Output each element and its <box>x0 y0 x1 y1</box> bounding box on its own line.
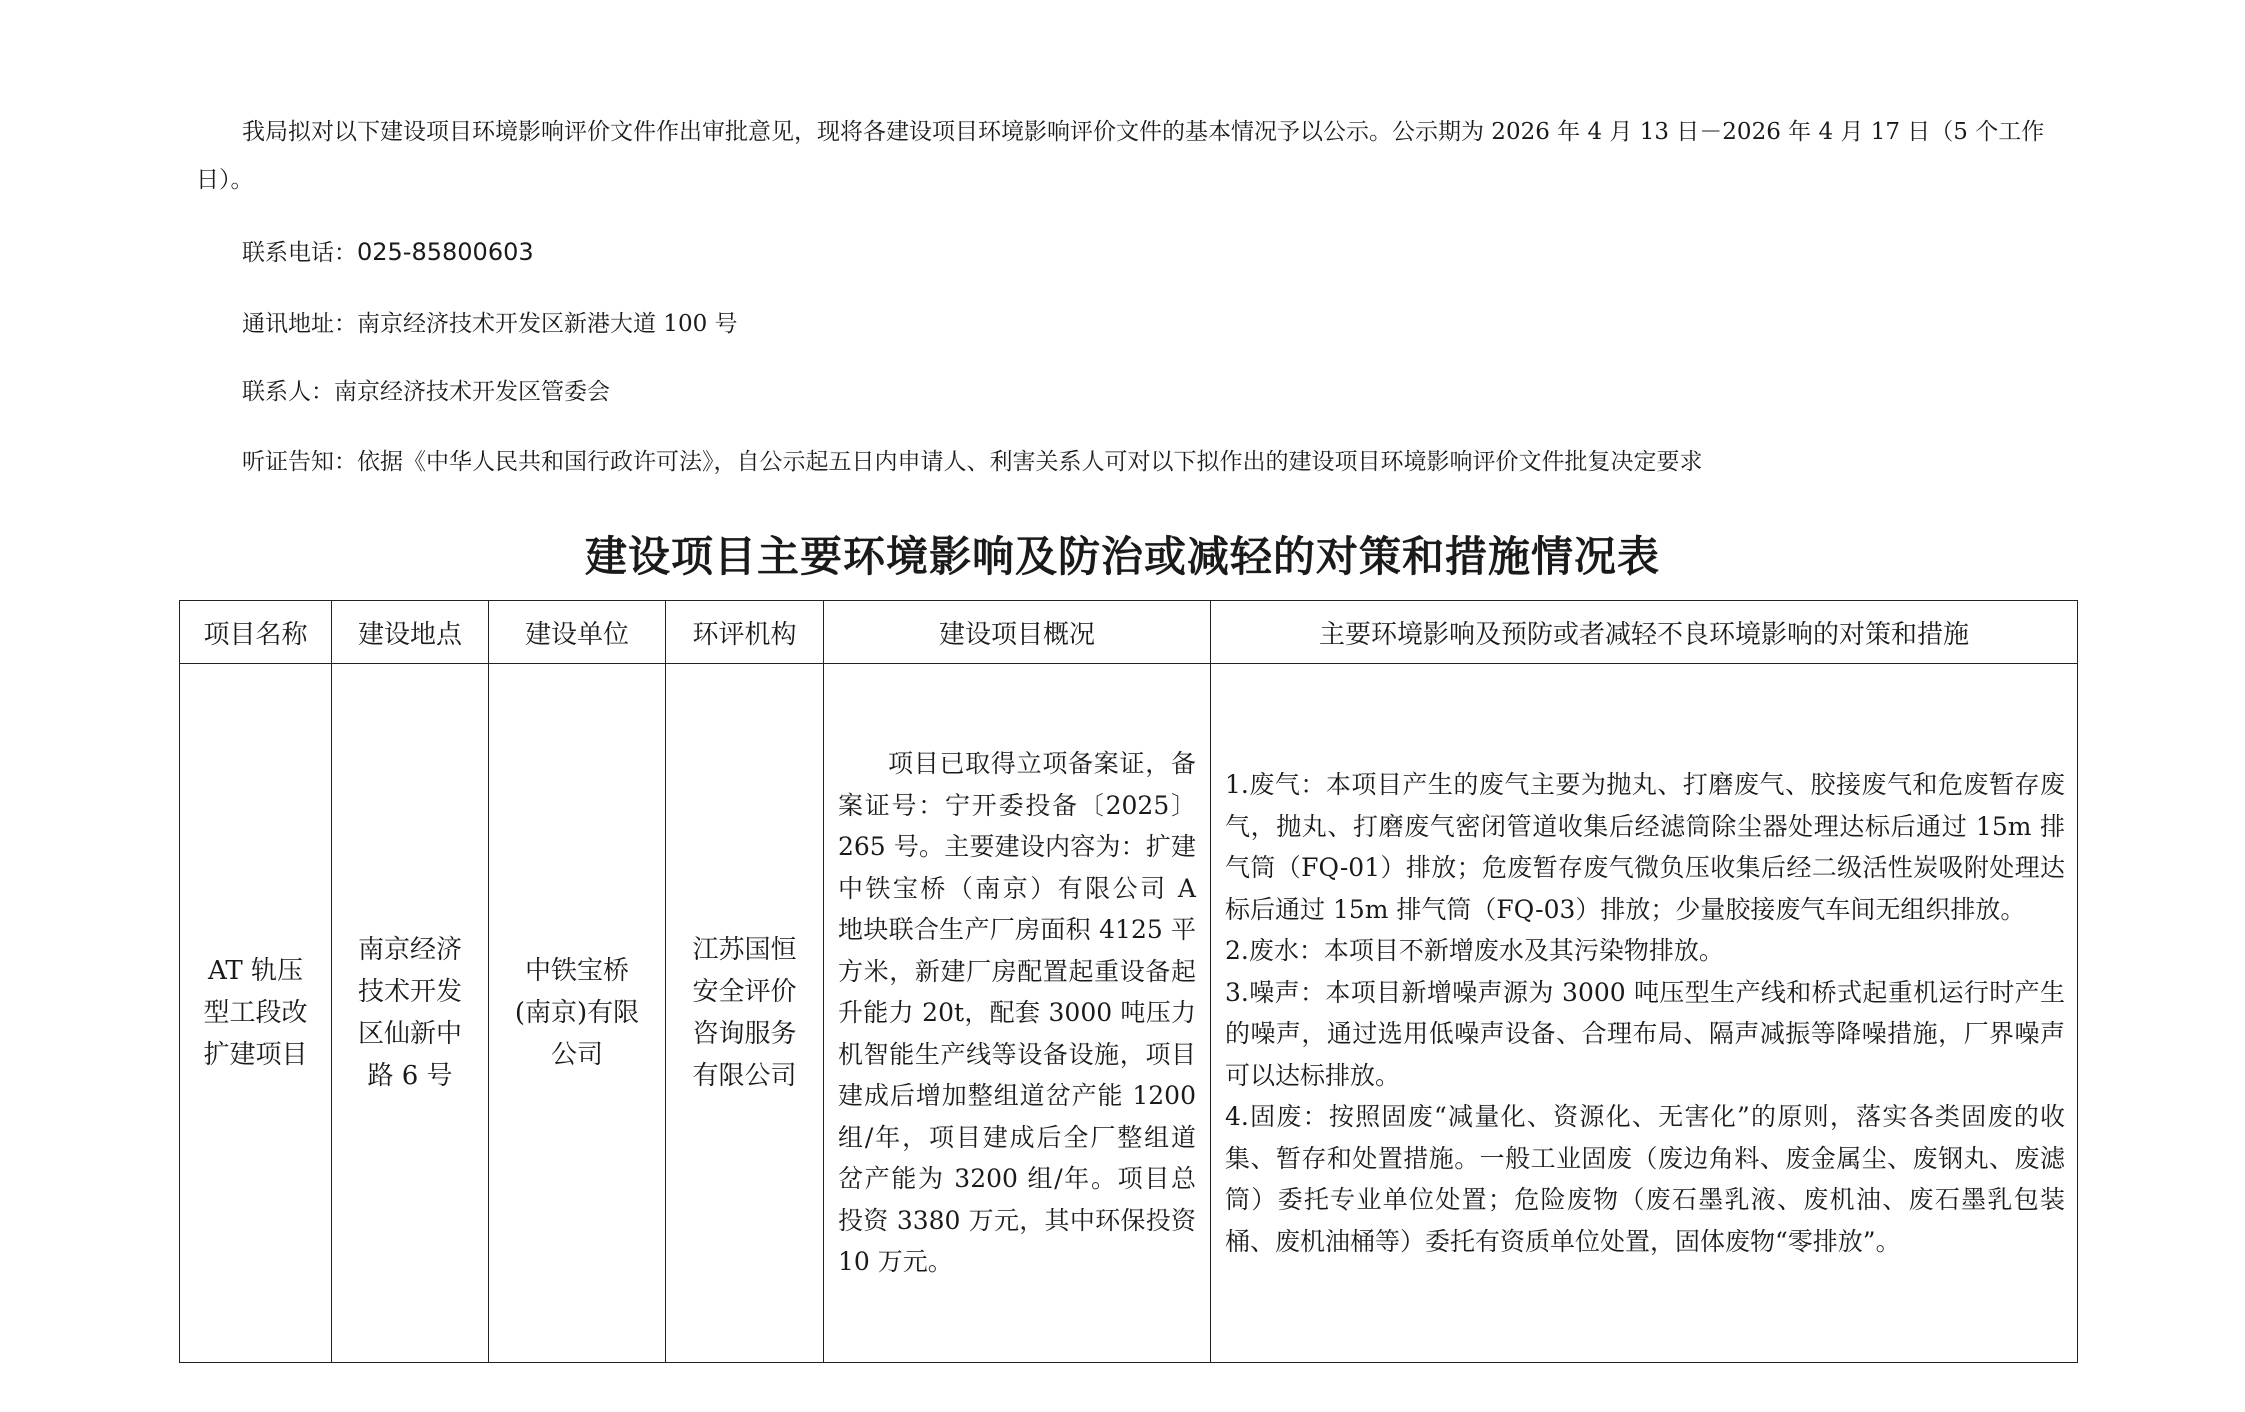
table-header-row <box>180 601 2078 664</box>
overview-text: 项目已取得立项备案证，备案证号：宁开委投备〔2025〕265 号。主要建设内容为：扩建中铁宝桥（南京）有限公司 A 地块联合生产厂房面积 4125 平方米，新建厂房配置起重设备起升能力 20t，配套 3000 吨压力机智能生产线等设备设施，项目建成后增加整组道岔产能 1200 组/年，项目建成后全厂整组道岔产能为 3200 组/年。项目总投资 3380 万元，其中环保投资 10 万元。 <box>838 749 1196 1277</box>
measure-solid-waste: 4.固废：按照固废“减量化、资源化、无害化”的原则，落实各类固废的收集、暂存和处置措施。一般工业固废（废边角料、废金属尘、废钢丸、废滤筒）委托专业单位处置；危险废物（废石墨乳液、废机油、废石墨乳包装桶、废机油桶等）委托有资质单位处置，固体废物“零排放”。 <box>1225 1102 2065 1256</box>
project-table <box>179 600 2078 1363</box>
intro-paragraph: 我局拟对以下建设项目环境影响评价文件作出审批意见，现将各建设项目环境影响评价文件的基本情况予以公示。公示期为 2026 年 4 月 13 日－2026 年 4 月 17 日（5 个工作日）。 <box>196 119 2045 193</box>
table-row <box>180 664 2078 1363</box>
table-title: 建设项目主要环境影响及防治或减轻的对策和措施情况表 <box>584 532 1660 581</box>
contact-address: 通讯地址：南京经济技术开发区新港大道 100 号 <box>242 311 738 337</box>
measure-exhaust: 1.废气：本项目产生的废气主要为抛丸、打磨废气、胶接废气和危废暂存废气，抛丸、打磨废气密闭管道收集后经滤筒除尘器处理达标后通过 15m 排气筒（FQ-01）排放；危废暂存废气微负压收集后经二级活性炭吸附处理达标后通过 15m 排气筒（FQ-03）排放；少量胶接废气车间无组织排放。 <box>1225 770 2065 924</box>
cell-project-name: AT 轨压型工段改扩建项目 <box>180 664 332 1363</box>
cell-overview <box>824 664 1211 1363</box>
header-unit: 建设单位 <box>489 601 666 664</box>
header-agency: 环评机构 <box>666 601 824 664</box>
header-location: 建设地点 <box>332 601 489 664</box>
header-measures: 主要环境影响及预防或者减轻不良环境影响的对策和措施 <box>1211 601 2078 664</box>
header-project-name: 项目名称 <box>180 601 332 664</box>
header-overview: 建设项目概况 <box>824 601 1211 664</box>
contact-phone <box>242 232 534 273</box>
contact-person: 联系人：南京经济技术开发区管委会 <box>242 379 610 405</box>
phone-number: 025-85800603 <box>357 238 534 266</box>
cell-location: 南京经济技术开发区仙新中路 6 号 <box>332 664 489 1363</box>
cell-measures <box>1211 664 2078 1363</box>
measure-noise: 3.噪声：本项目新增噪声源为 3000 吨压型生产线和桥式起重机运行时产生的噪声，通过选用低噪声设备、合理布局、隔声减振等降噪措施，厂界噪声可以达标排放。 <box>1225 977 2065 1090</box>
phone-label: 联系电话： <box>242 240 357 266</box>
measure-wastewater: 2.废水：本项目不新增废水及其污染物排放。 <box>1225 936 1724 965</box>
cell-agency: 江苏国恒安全评价咨询服务有限公司 <box>666 664 824 1363</box>
hearing-notice: 听证告知：依据《中华人民共和国行政许可法》，自公示起五日内申请人、利害关系人可对以下拟作出的建设项目环境影响评价文件批复决定要求 <box>242 449 1703 475</box>
cell-unit: 中铁宝桥(南京)有限公司 <box>489 664 666 1363</box>
